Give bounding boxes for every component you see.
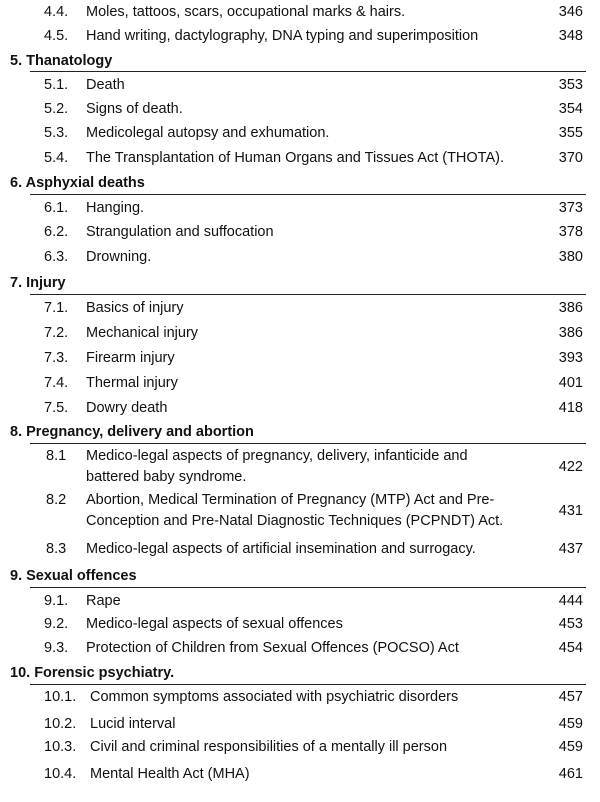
entry-number: 9.1. xyxy=(44,593,69,609)
section-divider xyxy=(30,684,586,685)
section-heading xyxy=(10,663,174,683)
entry-title: Dowry death xyxy=(86,400,168,416)
entry-page: 386 xyxy=(558,300,583,316)
entry-number: 10.1. xyxy=(44,689,77,705)
entry-title: Protection of Children from Sexual Offences (POCSO) Act xyxy=(86,640,459,656)
toc-entry xyxy=(0,198,600,218)
entry-page: 422 xyxy=(558,459,583,475)
toc-entry xyxy=(0,26,600,46)
section-number: 8. xyxy=(10,424,23,440)
toc-entry xyxy=(0,123,600,143)
section-number: 5. xyxy=(10,53,23,69)
toc-entry xyxy=(0,298,600,318)
entry-page: 461 xyxy=(558,766,583,782)
toc-entry xyxy=(0,2,600,22)
entry-page: 401 xyxy=(558,375,583,391)
toc-entry xyxy=(0,737,600,757)
toc-entry xyxy=(0,714,600,734)
entry-page: 355 xyxy=(558,125,583,141)
entry-title: Lucid interval xyxy=(90,716,176,732)
entry-title: Medico-legal aspects of pregnancy, delivery, infanticide and battered baby syndrome. xyxy=(86,448,468,485)
entry-page: 444 xyxy=(558,593,583,609)
entry-page: 373 xyxy=(558,200,583,216)
section-title: Thanatology xyxy=(26,53,113,69)
entry-page: 393 xyxy=(558,350,583,366)
entry-number: 5.2. xyxy=(44,101,69,117)
entry-title: Hanging. xyxy=(86,200,145,216)
entry-page: 354 xyxy=(558,101,583,117)
toc-entry xyxy=(0,638,600,658)
section-divider xyxy=(30,294,586,295)
entry-page: 418 xyxy=(558,400,583,416)
toc-entry xyxy=(0,75,600,95)
entry-number: 4.4. xyxy=(44,4,69,20)
section-heading xyxy=(10,273,66,293)
entry-number: 6.3. xyxy=(44,249,69,265)
toc-entry xyxy=(0,687,600,707)
section-heading xyxy=(10,51,112,71)
entry-title: Rape xyxy=(86,593,121,609)
entry-number: 5.4. xyxy=(44,150,69,166)
entry-number: 10.4. xyxy=(44,766,77,782)
entry-title: Mechanical injury xyxy=(86,325,199,341)
entry-page: 437 xyxy=(558,541,583,557)
section-heading xyxy=(10,566,137,586)
section-number: 9. xyxy=(10,568,23,584)
entry-title: Basics of injury xyxy=(86,300,184,316)
entry-title: Common symptoms associated with psychiatric disorders xyxy=(90,689,459,705)
toc-entry xyxy=(0,539,600,559)
entry-number: 5.3. xyxy=(44,125,69,141)
entry-number: 6.2. xyxy=(44,224,69,240)
entry-page: 370 xyxy=(558,150,583,166)
entry-page: 459 xyxy=(558,716,583,732)
entry-title: Medicolegal autopsy and exhumation. xyxy=(86,125,330,141)
entry-number: 7.4. xyxy=(44,375,69,391)
entry-page: 457 xyxy=(558,689,583,705)
entry-page: 348 xyxy=(558,28,583,44)
section-divider xyxy=(30,443,586,444)
toc-entry xyxy=(0,148,600,168)
toc-entry xyxy=(0,490,600,530)
toc-entry xyxy=(0,591,600,611)
entry-page: 378 xyxy=(558,224,583,240)
entry-page: 386 xyxy=(558,325,583,341)
section-title: Sexual offences xyxy=(26,568,137,584)
section-number: 7. xyxy=(10,275,23,291)
entry-page: 454 xyxy=(558,640,583,656)
entry-title: The Transplantation of Human Organs and Tissues Act (THOTA). xyxy=(86,150,504,166)
entry-page: 431 xyxy=(558,503,583,519)
entry-number: 9.3. xyxy=(44,640,69,656)
toc-entry xyxy=(0,764,600,784)
section-heading xyxy=(10,173,145,193)
entry-title: Hand writing, dactylography, DNA typing and superimposition xyxy=(86,28,479,44)
entry-number: 6.1. xyxy=(44,200,69,216)
toc-entry xyxy=(0,99,600,119)
entry-page: 453 xyxy=(558,616,583,632)
toc-entry xyxy=(0,446,600,486)
section-heading xyxy=(10,422,254,442)
entry-number: 5.1. xyxy=(44,77,69,93)
section-title: Forensic psychiatry. xyxy=(34,665,175,681)
entry-title: Medico-legal aspects of artificial insemination and surrogacy. xyxy=(86,541,476,557)
entry-number: 7.2. xyxy=(44,325,69,341)
section-title: Asphyxial deaths xyxy=(25,175,145,191)
entry-title: Mental Health Act (MHA) xyxy=(90,766,250,782)
entry-title: Thermal injury xyxy=(86,375,178,391)
toc-entry xyxy=(0,323,600,343)
toc-entry xyxy=(0,373,600,393)
entry-title: Abortion, Medical Termination of Pregnancy (MTP) Act and Pre-Conception and Pre-Natal Diagnostic Techniques (PCPNDT) Act. xyxy=(86,492,504,529)
entry-page: 346 xyxy=(558,4,583,20)
entry-title: Signs of death. xyxy=(86,101,183,117)
entry-number: 8.3 xyxy=(46,541,67,557)
entry-title: Moles, tattoos, scars, occupational marks & hairs. xyxy=(86,4,406,20)
entry-title: Firearm injury xyxy=(86,350,175,366)
entry-title: Drowning. xyxy=(86,249,152,265)
entry-title: Strangulation and suffocation xyxy=(86,224,274,240)
entry-page: 380 xyxy=(558,249,583,265)
toc-entry xyxy=(0,348,600,368)
section-divider xyxy=(30,194,586,195)
entry-number: 9.2. xyxy=(44,616,69,632)
toc-entry xyxy=(0,614,600,634)
entry-number: 7.5. xyxy=(44,400,69,416)
entry-title: Death xyxy=(86,77,125,93)
entry-number: 7.3. xyxy=(44,350,69,366)
toc-entry xyxy=(0,398,600,418)
toc-entry xyxy=(0,247,600,267)
entry-number: 4.5. xyxy=(44,28,69,44)
section-title: Injury xyxy=(26,275,66,291)
entry-number: 10.3. xyxy=(44,739,77,755)
entry-number: 10.2. xyxy=(44,716,77,732)
entry-number: 7.1. xyxy=(44,300,69,316)
section-divider xyxy=(30,587,586,588)
entry-title: Civil and criminal responsibilities of a mentally ill person xyxy=(90,739,448,755)
section-divider xyxy=(30,71,586,72)
entry-page: 353 xyxy=(558,77,583,93)
entry-title: Medico-legal aspects of sexual offences xyxy=(86,616,343,632)
section-title: Pregnancy, delivery and abortion xyxy=(26,424,254,440)
section-number: 10. xyxy=(10,665,31,681)
entry-page: 459 xyxy=(558,739,583,755)
toc-entry xyxy=(0,222,600,242)
entry-number: 8.1 xyxy=(46,448,67,464)
section-number: 6. xyxy=(10,175,23,191)
entry-number: 8.2 xyxy=(46,492,67,508)
